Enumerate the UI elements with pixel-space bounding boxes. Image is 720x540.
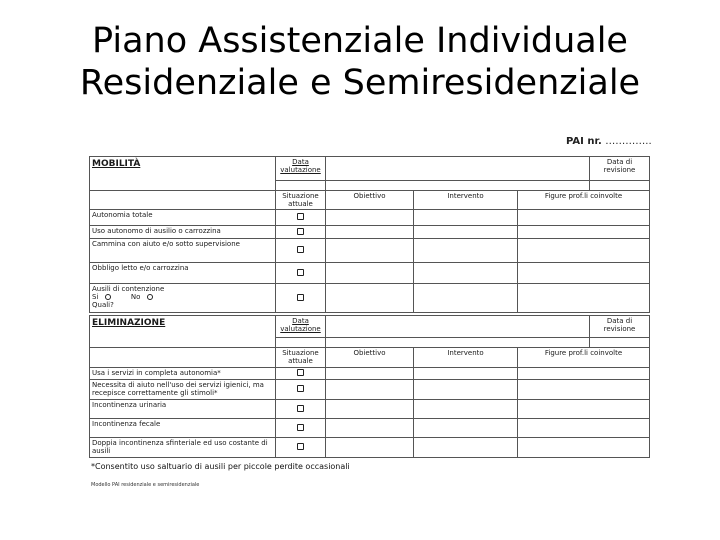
footnote: *Consentito uso saltuario di ausili per piccole perdite occasionali bbox=[91, 462, 350, 471]
slide-title-line-2: Residenziale e Semiresidenziale bbox=[79, 63, 641, 103]
row-label: Uso autonomo di ausilio o carrozzina bbox=[90, 226, 276, 239]
data-valutazione-header: Data valutazione bbox=[276, 157, 326, 181]
row-label: Incontinenza fecale bbox=[90, 419, 276, 438]
figure-prof-cell[interactable] bbox=[518, 419, 650, 438]
option-no-label: No bbox=[130, 293, 141, 301]
checkbox-icon[interactable] bbox=[297, 246, 304, 253]
obiettivo-cell[interactable] bbox=[326, 419, 414, 438]
data-valutazione-header: Data valutazione bbox=[276, 316, 326, 338]
obiettivo-cell[interactable] bbox=[326, 226, 414, 239]
checkbox[interactable] bbox=[276, 400, 326, 419]
pai-number-text: PAI nr. bbox=[566, 136, 602, 147]
eliminazione-date-cell[interactable] bbox=[276, 338, 326, 348]
slide-title-line-1: Piano Assistenziale Individuale bbox=[92, 21, 628, 61]
checkbox-icon[interactable] bbox=[297, 385, 304, 392]
data-revisione-header: Data di revisione bbox=[590, 316, 650, 338]
quali-label: Quali? bbox=[92, 301, 114, 309]
intervento-header: Intervento bbox=[414, 348, 518, 368]
row-label: Doppia incontinenza sfinteriale ed uso costante di ausili bbox=[90, 438, 276, 458]
eliminazione-table bbox=[89, 315, 650, 458]
intervento-cell[interactable] bbox=[414, 210, 518, 226]
checkbox[interactable] bbox=[276, 368, 326, 380]
checkbox-icon[interactable] bbox=[297, 369, 304, 376]
checkbox[interactable] bbox=[276, 263, 326, 284]
eliminazione-date-blank bbox=[326, 338, 590, 348]
figure-prof-cell[interactable] bbox=[518, 210, 650, 226]
obiettivo-cell[interactable] bbox=[326, 284, 414, 313]
mobilita-date-cell[interactable] bbox=[276, 181, 326, 191]
intervento-cell[interactable] bbox=[414, 419, 518, 438]
row-label: Incontinenza urinaria bbox=[90, 400, 276, 419]
row-label: Necessita di aiuto nell'uso dei servizi igienici, ma recepisce correttamente gli stimoli* bbox=[90, 380, 276, 400]
figure-prof-cell[interactable] bbox=[518, 263, 650, 284]
checkbox[interactable] bbox=[276, 284, 326, 313]
checkbox[interactable] bbox=[276, 210, 326, 226]
model-label: Modello PAI residenziale e semiresidenziale bbox=[91, 482, 200, 488]
row-label: Usa i servizi in completa autonomia* bbox=[90, 368, 276, 380]
checkbox-icon[interactable] bbox=[297, 424, 304, 431]
intervento-cell[interactable] bbox=[414, 380, 518, 400]
mobilita-revision-cell[interactable] bbox=[590, 181, 650, 191]
checkbox-icon[interactable] bbox=[297, 443, 304, 450]
situazione-attuale-header: Situazione attuale bbox=[276, 348, 326, 368]
slide-title bbox=[40, 20, 680, 104]
radio-si[interactable] bbox=[105, 294, 111, 300]
radio-no[interactable] bbox=[147, 294, 153, 300]
table-row bbox=[90, 400, 650, 419]
table-row bbox=[90, 368, 650, 380]
figure-prof-cell[interactable] bbox=[518, 284, 650, 313]
mobilita-header-blank bbox=[326, 157, 590, 181]
row-label: Obbligo letto e/o carrozzina bbox=[90, 263, 276, 284]
intervento-cell[interactable] bbox=[414, 438, 518, 458]
figure-prof-cell[interactable] bbox=[518, 368, 650, 380]
eliminazione-header-row bbox=[90, 316, 650, 338]
checkbox-icon[interactable] bbox=[297, 213, 304, 220]
table-row bbox=[90, 210, 650, 226]
mobilita-section-title: MOBILITÀ bbox=[90, 157, 276, 191]
figure-prof-cell[interactable] bbox=[518, 400, 650, 419]
table-row bbox=[90, 226, 650, 239]
intervento-cell[interactable] bbox=[414, 368, 518, 380]
mobilita-date-blank bbox=[326, 181, 590, 191]
obiettivo-cell[interactable] bbox=[326, 400, 414, 419]
data-revisione-header: Data di revisione bbox=[590, 157, 650, 181]
mobilita-label-blank bbox=[90, 191, 276, 210]
figure-prof-cell[interactable] bbox=[518, 226, 650, 239]
obiettivo-header: Obiettivo bbox=[326, 191, 414, 210]
checkbox[interactable] bbox=[276, 239, 326, 263]
table-row bbox=[90, 263, 650, 284]
obiettivo-cell[interactable] bbox=[326, 263, 414, 284]
obiettivo-cell[interactable] bbox=[326, 380, 414, 400]
obiettivo-cell[interactable] bbox=[326, 239, 414, 263]
figure-prof-header: Figure prof.li coinvolte bbox=[518, 348, 650, 368]
eliminazione-section-title: ELIMINAZIONE bbox=[90, 316, 276, 348]
obiettivo-cell[interactable] bbox=[326, 368, 414, 380]
table-row bbox=[90, 419, 650, 438]
row-label-contenzione bbox=[90, 284, 276, 313]
intervento-cell[interactable] bbox=[414, 400, 518, 419]
checkbox-icon[interactable] bbox=[297, 269, 304, 276]
mobilita-column-row bbox=[90, 191, 650, 210]
checkbox-icon[interactable] bbox=[297, 228, 304, 235]
checkbox[interactable] bbox=[276, 380, 326, 400]
obiettivo-cell[interactable] bbox=[326, 438, 414, 458]
row-label: Cammina con aiuto e/o sotto supervisione bbox=[90, 239, 276, 263]
eliminazione-revision-cell[interactable] bbox=[590, 338, 650, 348]
intervento-cell[interactable] bbox=[414, 239, 518, 263]
intervento-cell[interactable] bbox=[414, 263, 518, 284]
intervento-header: Intervento bbox=[414, 191, 518, 210]
row-label: Autonomia totale bbox=[90, 210, 276, 226]
pai-number-label bbox=[566, 136, 652, 147]
table-row bbox=[90, 380, 650, 400]
intervento-cell[interactable] bbox=[414, 284, 518, 313]
table-row bbox=[90, 239, 650, 263]
checkbox[interactable] bbox=[276, 226, 326, 239]
eliminazione-column-row bbox=[90, 348, 650, 368]
option-si-label: Si bbox=[92, 293, 99, 301]
contenzione-label: Ausili di contenzione bbox=[92, 285, 165, 293]
mobilita-table bbox=[89, 156, 650, 313]
obiettivo-cell[interactable] bbox=[326, 210, 414, 226]
situazione-attuale-header: Situazione attuale bbox=[276, 191, 326, 210]
contenzione-options bbox=[92, 293, 273, 301]
checkbox[interactable] bbox=[276, 438, 326, 458]
table-row bbox=[90, 438, 650, 458]
figure-prof-cell[interactable] bbox=[518, 380, 650, 400]
table-row bbox=[90, 284, 650, 313]
figure-prof-cell[interactable] bbox=[518, 438, 650, 458]
checkbox-icon[interactable] bbox=[297, 294, 304, 301]
obiettivo-header: Obiettivo bbox=[326, 348, 414, 368]
intervento-cell[interactable] bbox=[414, 226, 518, 239]
checkbox[interactable] bbox=[276, 419, 326, 438]
checkbox-icon[interactable] bbox=[297, 405, 304, 412]
figure-prof-cell[interactable] bbox=[518, 239, 650, 263]
eliminazione-label-blank bbox=[90, 348, 276, 368]
eliminazione-header-blank bbox=[326, 316, 590, 338]
pai-number-dots: ………….. bbox=[605, 136, 652, 147]
mobilita-header-row bbox=[90, 157, 650, 181]
figure-prof-header: Figure prof.li coinvolte bbox=[518, 191, 650, 210]
